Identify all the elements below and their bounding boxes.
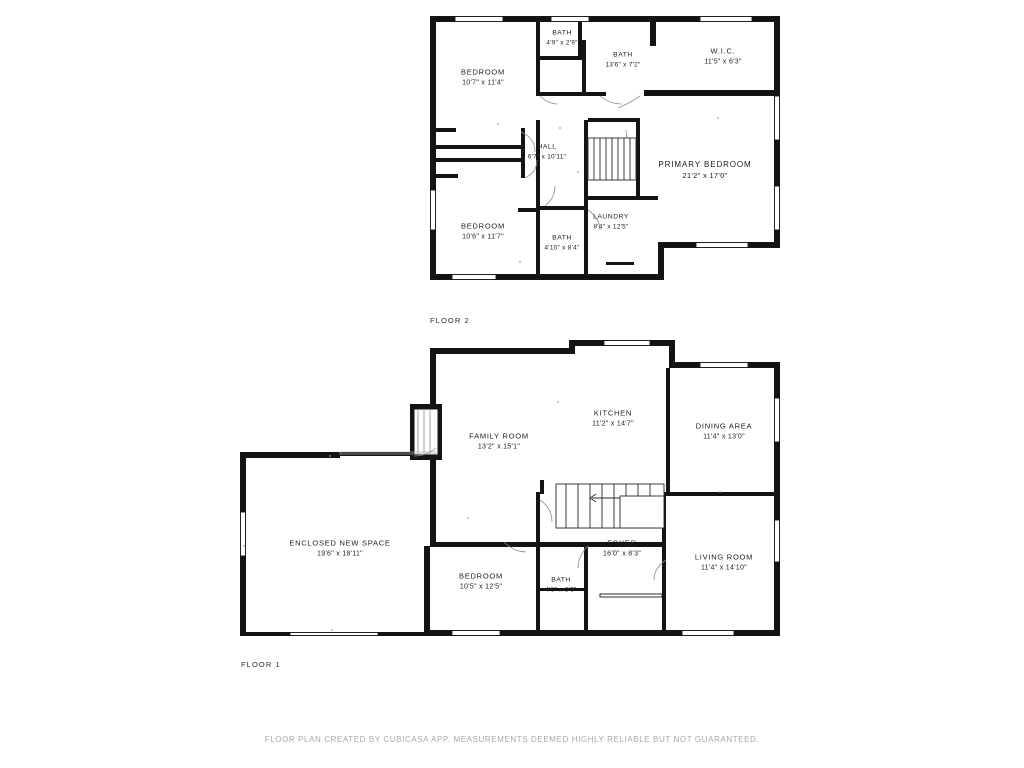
room-dimensions: 10'6" x 11'7": [462, 233, 504, 241]
room-dimensions: 4'9" x 2'9": [546, 39, 578, 47]
room-name: W.I.C.: [710, 46, 736, 56]
room-label: [544, 233, 579, 252]
room-name: BATH: [613, 51, 633, 59]
room-name: HALL: [537, 143, 557, 151]
room-label: [546, 28, 577, 47]
room-label: [603, 538, 641, 559]
room-label: [469, 431, 529, 452]
room-label: [592, 408, 634, 429]
floor-2-label: FLOOR 2: [430, 316, 470, 325]
room-dimensions: 11'5" x 6'3": [704, 58, 742, 66]
room-label: [696, 421, 753, 442]
room-label: [695, 552, 753, 573]
room-dimensions: 6'7" x 10'11": [527, 153, 567, 161]
room-label: [658, 159, 751, 181]
room-label: [545, 575, 576, 594]
room-label: [704, 46, 742, 67]
room-label: [605, 50, 640, 69]
room-name: BEDROOM: [458, 571, 504, 581]
room-name: BATH: [551, 576, 571, 584]
room-name: DINING AREA: [695, 421, 753, 431]
floor-1-label: FLOOR 1: [241, 660, 281, 669]
room-dimensions: 11'4" x 14'10": [701, 564, 747, 572]
room-name: BATH: [552, 234, 572, 242]
room-name: ENCLOSED NEW SPACE: [289, 538, 391, 548]
room-dimensions: 11'4" x 13'0": [703, 433, 745, 441]
room-dimensions: 10'5" x 12'5": [459, 583, 503, 591]
room-dimensions: 4'10" x 8'4": [544, 244, 580, 252]
room-name: BEDROOM: [460, 67, 506, 77]
room-name: KITCHEN: [593, 408, 633, 418]
room-dimensions: 16'0" x 8'3": [602, 550, 642, 558]
fireplace-feature: [410, 404, 442, 460]
room-name: BATH: [552, 29, 572, 37]
room-dimensions: 10'7" x 11'4": [462, 79, 504, 87]
floor-1-outline: [240, 340, 780, 636]
room-dimensions: 11'2" x 14'7": [592, 420, 634, 428]
room-dimensions: 4'8" x 8'6": [545, 586, 577, 594]
room-name: PRIMARY BEDROOM: [658, 159, 752, 169]
room-dimensions: 8'4" x 12'5": [593, 223, 629, 231]
floor-1-stairs: [556, 484, 664, 528]
room-name: FOYER: [607, 538, 637, 548]
room-name: LIVING ROOM: [694, 552, 754, 562]
room-name: FAMILY ROOM: [469, 431, 529, 441]
room-dimensions: 21'2" x 17'0": [682, 170, 728, 180]
room-dimensions: 19'6" x 18'11": [317, 550, 363, 558]
room-label: [461, 221, 505, 242]
room-dimensions: 13'6" x 7'2": [605, 61, 641, 69]
room-label: [459, 571, 503, 592]
floor-2-stairs: [588, 138, 636, 180]
room-label: [289, 538, 390, 559]
footer-disclaimer: FLOOR PLAN CREATED BY CUBICASA APP. MEASUREMENTS DEEMED HIGHLY RELIABLE BUT NOT GUARANTEED.: [264, 735, 760, 744]
room-name: LAUNDRY: [593, 213, 629, 221]
room-dimensions: 13'2" x 15'1": [477, 443, 521, 451]
room-label: [593, 212, 629, 231]
room-label: [528, 142, 566, 161]
room-name: BEDROOM: [460, 221, 506, 231]
room-label: [461, 67, 505, 88]
